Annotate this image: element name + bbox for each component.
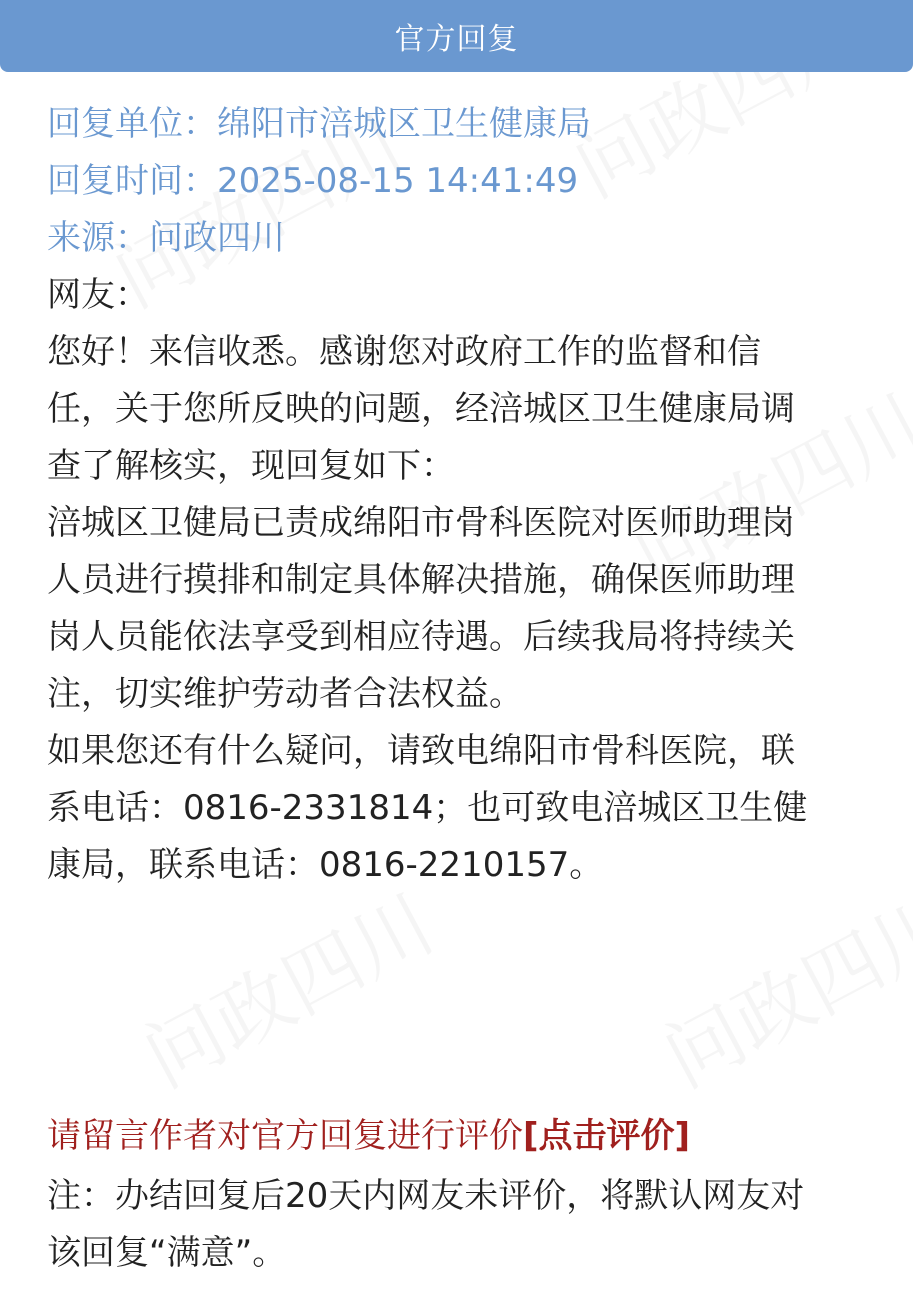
reply-unit-label: 回复单位：: [47, 104, 217, 144]
reply-time-value: 2025-08-15 14:41:49: [217, 161, 579, 201]
page-title: 官方回复: [394, 22, 519, 57]
reply-salutation: 网友：: [47, 275, 149, 315]
reply-paragraph: [47, 495, 867, 723]
reply-time-row: [47, 153, 867, 210]
reply-paragraph: [47, 324, 867, 495]
reply-line: 涪城区卫健局已责成绵阳市骨科医院对医师助理岗: [47, 503, 795, 543]
reply-line: 注，切实维护劳动者合法权益。: [47, 674, 523, 714]
reply-source-value: 问政四川: [149, 218, 285, 258]
evaluation-note: [47, 1168, 877, 1282]
reply-source-row: [47, 210, 867, 267]
note-line: 该回复“满意”。: [47, 1233, 287, 1273]
page-header: [0, 0, 913, 72]
reply-line: 岗人员能依法享受到相应待遇。后续我局将持续关: [47, 617, 795, 657]
note-line: 注：办结回复后20天内网友未评价，将默认网友对: [47, 1176, 805, 1216]
reply-time-label: 回复时间：: [47, 161, 217, 201]
reply-source-label: 来源：: [47, 218, 149, 258]
reply-line: 任，关于您所反映的问题，经涪城区卫生健康局调: [47, 389, 795, 429]
evaluation-prompt: 请留言作者对官方回复进行评价: [47, 1116, 523, 1156]
reply-line: 人员进行摸排和制定具体解决措施，确保医师助理: [47, 560, 795, 600]
reply-line: 如果您还有什么疑问，请致电绵阳市骨科医院，联: [47, 731, 795, 771]
reply-line: 康局，联系电话：0816-2210157。: [47, 845, 604, 885]
reply-line: 查了解核实，现回复如下：: [47, 446, 455, 486]
evaluate-link[interactable]: [点击评价]: [523, 1116, 691, 1156]
watermark: [642, 863, 913, 1108]
reply-paragraph: [47, 723, 867, 894]
reply-unit-row: [47, 96, 867, 153]
watermark: [122, 863, 450, 1108]
reply-unit-value: 绵阳市涪城区卫生健康局: [217, 104, 591, 144]
evaluation-row: [47, 1108, 690, 1165]
reply-line: 您好！来信收悉。感谢您对政府工作的监督和信: [47, 332, 761, 372]
reply-content: [47, 96, 867, 894]
reply-line: 系电话：0816-2331814；也可致电涪城区卫生健: [47, 788, 808, 828]
